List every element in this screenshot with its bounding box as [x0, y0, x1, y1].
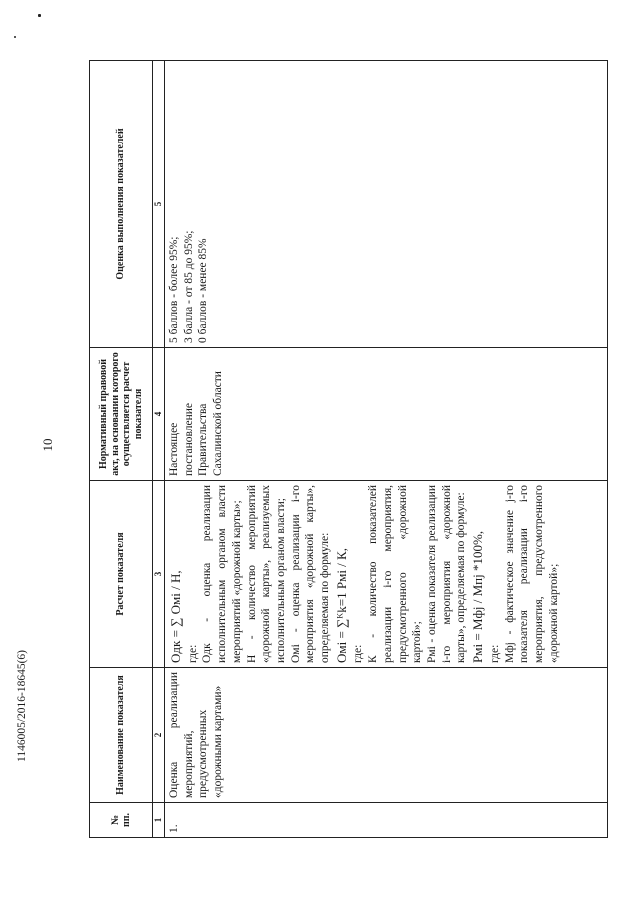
- calc-text: где:: [488, 644, 501, 663]
- calc-text: где:: [186, 644, 199, 663]
- indicator-table: [89, 60, 608, 838]
- column-number: 2: [153, 668, 165, 803]
- column-number: 5: [153, 61, 165, 348]
- calc-text: К - количество показателей реализации i-го мероприятия, предусмотренного «дорожной картой»;: [367, 485, 424, 663]
- scan-speck: [14, 36, 16, 38]
- calc-text: Н - количество мероприятий «дорожной карты», реализуемых исполнительным органом власти;: [245, 485, 287, 663]
- indicator-name: Оценка реализации мероприятий, предусмотренных «дорожными картами»: [165, 668, 608, 803]
- document-id: 1146005/2016-18645(6): [16, 649, 28, 762]
- row-number: 1.: [165, 803, 608, 838]
- column-number-row: [153, 61, 165, 838]
- table-header-row: [90, 61, 153, 838]
- formula-measure: Oмi = ∑ᴷk=1 Pмi / К,: [333, 548, 349, 663]
- calc-text: где:: [352, 644, 365, 663]
- header-number: № пп.: [90, 803, 153, 838]
- page-number: 10: [40, 438, 55, 452]
- header-score: Оценка выполнения показателей: [90, 61, 153, 348]
- calc-text: Mфj - фактическое значение j-го показателя реализации i-го мероприятия, предусмотренного «дорожной картой»;: [503, 485, 560, 663]
- calc-text: Oдк - оценка реализации исполнительным органом власти мероприятий «дорожной карты»;: [201, 485, 243, 663]
- score-line: 5 баллов - более 95%;: [168, 236, 180, 343]
- header-calculation: Расчет показателя: [90, 481, 153, 668]
- calc-text: Pмi - оценка показателя реализации i-го мероприятия «дорожной карты», определяемая по формуле:: [426, 485, 468, 663]
- scan-speck: [38, 14, 41, 17]
- header-indicator-name: Наименование показателя: [90, 668, 153, 803]
- header-legal-act: Нормативный правовой акт, на основании которого осуществляется расчет показателя: [90, 348, 153, 481]
- column-number: 4: [153, 348, 165, 481]
- column-number: 1: [153, 803, 165, 838]
- score-line: 0 баллов - менее 85%: [197, 238, 210, 343]
- table-row: [165, 61, 608, 838]
- legal-act: Настоящее постановление Правительства Сахалинской области: [165, 348, 608, 481]
- calculation-cell: [165, 481, 608, 668]
- formula-indicator: Pмi = Mфj / Mпj *100%,: [470, 530, 486, 663]
- score-line: 3 балла - от 85 до 95%;: [182, 230, 195, 343]
- rotated-table-container: [89, 61, 608, 838]
- score-cell: [165, 61, 608, 348]
- calc-text: Oмi - оценка реализации i-го мероприятия «дорожной карты», определяемая по формуле:: [289, 485, 332, 663]
- column-number: 3: [153, 481, 165, 668]
- formula-total: Oдк = ∑ Oмi / Н,: [168, 570, 183, 663]
